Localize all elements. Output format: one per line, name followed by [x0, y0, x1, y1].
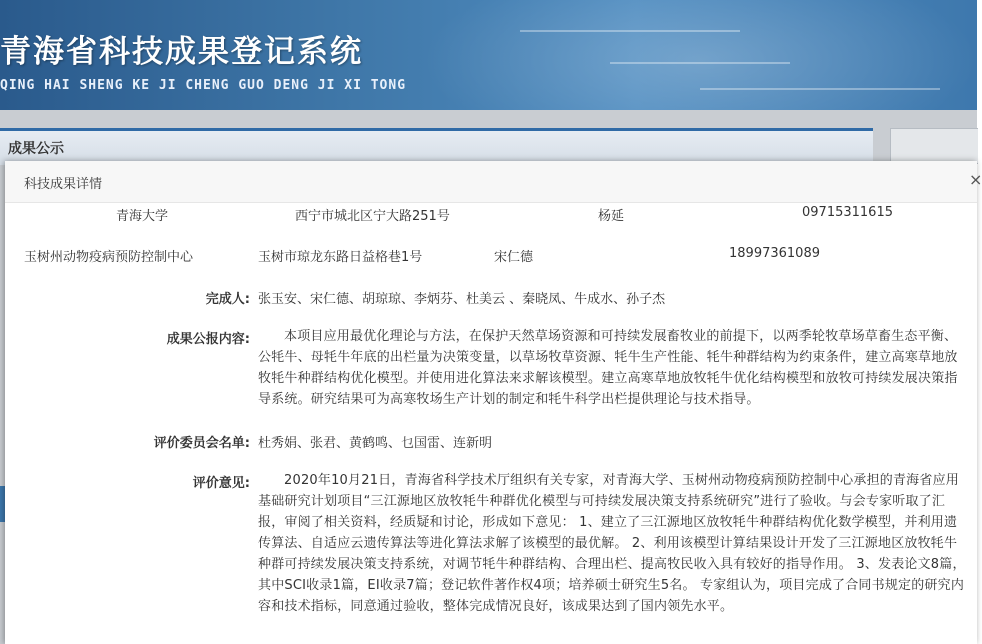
system-title: 青海省科技成果登记系统 — [0, 34, 363, 70]
completers-label: 完成人: — [205, 292, 250, 307]
section-header-bar — [0, 128, 873, 165]
content-label: 成果公报内容: — [166, 332, 250, 347]
committee-value: 杜秀娟、张君、黄鹤鸣、乜国雷、连新明 — [258, 436, 493, 451]
side-panel — [890, 128, 978, 164]
content-value: 本项目应用最优化理论与方法，在保护天然草场资源和可持续发展畜牧业的前提下，以两季轮牧草场草畜生态平衡、公牦牛、母牦牛年底的出栏量为决策变量，以草场牧草资源、牦牛生产性能、牦牛种群结构为约束条件，建立高寒草地放牧牦牛种群结构优化模型。并使用进化算法来求解该模型。建立高寒草地放牧牦牛优化结构模型和放牧可持续发展决策指导系统。研究结果可为高寒牧场生产计划的制定和牦牛科学出栏提供理论与技术指导。 — [258, 329, 958, 407]
unit-address: 西宁市城北区宁大路251号 — [295, 209, 450, 224]
committee-label: 评价委员会名单: — [153, 436, 250, 451]
system-subtitle: QING HAI SHENG KE JI CHENG GUO DENG JI XI TONG — [0, 78, 407, 93]
unit-address: 玉树市琼龙东路日益格巷1号 — [258, 250, 423, 265]
header-banner — [0, 0, 977, 110]
unit-contact: 宋仁德 — [494, 250, 534, 265]
banner-streak — [700, 88, 940, 90]
banner-streak — [520, 30, 740, 32]
section-title: 成果公示 — [8, 141, 64, 157]
close-icon[interactable]: × — [969, 170, 982, 189]
opinion-value: 2020年10月21日，青海省科学技术厅组织有关专家，对青海大学、玉树州动物疫病预防控制中心承担的青海省应用基础研究计划项目“三江源地区放牧牦牛种群优化模型与可持续发展决策支持系统研究”进行了验收。与会专家听取了汇报，审阅了相关资料，经质疑和讨论，形成如下意见： 1、建立了三江源地区放牧牦牛种群结构优化数学模型，并利用遗传算法、自适应云遗传算法等进化算法求解了该模型的最优解。 2、利用该模型计算结果设计开发了三江源地区放牧牦牛种群可持续发展决策支持系统，对调节牦牛种群结构、合理出栏、提高牧民收入具有较好的指导作用。 3、发表论文8篇，其中SCI收录1篇，EI收录7篇；登记软件著作权4项；培养硕士研究生5名。 专家组认为，项目完成了合同书规定的研究内容和技术指标，同意通过验收，整体完成情况良好，该成果达到了国内领先水平。 — [258, 473, 966, 614]
unit-name: 玉树州动物疫病预防控制中心 — [24, 250, 194, 265]
dialog-body — [5, 203, 977, 644]
dialog-title: 科技成果详情 — [24, 177, 103, 192]
dialog-header — [5, 161, 982, 203]
unit-name: 青海大学 — [116, 209, 169, 224]
unit-contact: 杨延 — [598, 209, 625, 224]
unit-phone: 09715311615 — [802, 205, 893, 220]
opinion-label: 评价意见: — [192, 476, 250, 491]
completers-value: 张玉安、宋仁德、胡琼琼、李炳芬、杜美云 、秦晓凤、牛成水、孙子杰 — [258, 292, 666, 307]
banner-streak — [610, 62, 790, 64]
unit-phone: 18997361089 — [729, 246, 820, 261]
achievement-detail-dialog — [5, 161, 982, 644]
